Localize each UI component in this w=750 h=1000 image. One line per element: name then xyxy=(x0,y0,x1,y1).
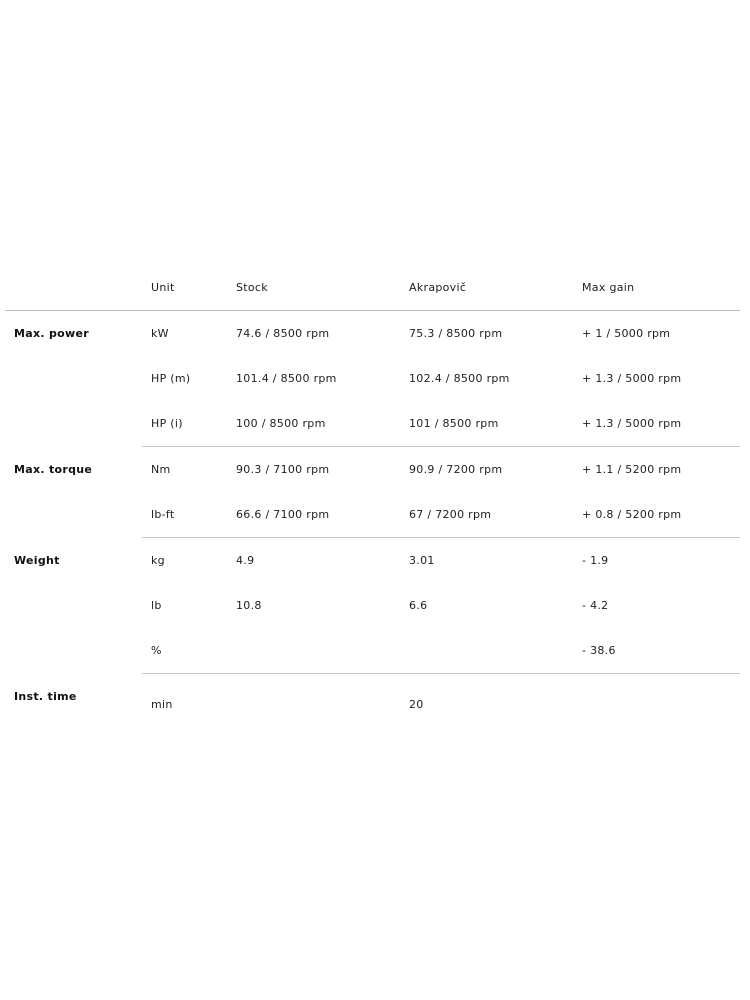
cell-akrapovic: 102.4 / 8500 rpm xyxy=(409,372,510,385)
cell-stock: 100 / 8500 rpm xyxy=(227,401,400,447)
cell-stock: 66.6 / 7100 rpm xyxy=(227,492,400,538)
cell-unit: Nm xyxy=(151,463,171,476)
header-stock: Stock xyxy=(227,264,400,311)
cell-max-gain: - 38.6 xyxy=(573,628,740,674)
cell-stock: 90.3 / 7100 rpm xyxy=(236,463,330,476)
cell-stock: 101.4 / 8500 rpm xyxy=(236,372,337,385)
cell-max-gain xyxy=(573,674,740,735)
cell-akrapovic: 101 / 8500 rpm xyxy=(400,401,573,447)
row-label-max-power: Max. power xyxy=(14,327,89,340)
header-unit: Unit xyxy=(142,264,227,311)
table-row xyxy=(5,538,740,584)
cell-akrapovic xyxy=(400,628,573,674)
header-label xyxy=(5,264,142,311)
cell-unit: kW xyxy=(151,327,169,340)
cell-akrapovic: 20 xyxy=(409,697,424,711)
row-label-max-torque: Max. torque xyxy=(14,462,93,476)
cell-stock: 74.6 / 8500 rpm xyxy=(236,327,330,340)
header-max-gain: Max gain xyxy=(573,264,740,311)
group-max-torque xyxy=(5,447,740,538)
cell-unit: kg xyxy=(151,554,165,567)
cell-unit: % xyxy=(142,628,227,674)
group-weight xyxy=(5,538,740,674)
cell-stock: 4.9 xyxy=(236,554,255,567)
cell-max-gain: + 0.8 / 5200 rpm xyxy=(573,492,740,538)
row-label-inst-time: Inst. time xyxy=(14,689,77,703)
cell-stock xyxy=(227,628,400,674)
cell-akrapovic: 6.6 xyxy=(409,599,428,612)
cell-max-gain: - 1.9 xyxy=(582,554,609,567)
cell-akrapovic: 3.01 xyxy=(409,554,435,567)
cell-unit: lb-ft xyxy=(142,492,227,538)
cell-unit: lb xyxy=(151,599,162,612)
cell-akrapovic: 67 / 7200 rpm xyxy=(400,492,573,538)
cell-stock: 10.8 xyxy=(236,599,262,612)
spec-table xyxy=(5,264,740,735)
cell-max-gain: + 1.3 / 5000 rpm xyxy=(582,372,682,385)
table-row xyxy=(5,447,740,493)
cell-stock xyxy=(227,674,400,735)
cell-akrapovic: 90.9 / 7200 rpm xyxy=(409,463,503,476)
cell-unit: min xyxy=(151,697,173,711)
cell-unit: HP (i) xyxy=(142,401,227,447)
row-label-weight: Weight xyxy=(14,553,60,567)
header-akrapovic: Akrapovič xyxy=(400,264,573,311)
cell-unit: HP (m) xyxy=(151,372,191,385)
group-inst-time xyxy=(5,674,740,735)
cell-max-gain: + 1.1 / 5200 rpm xyxy=(582,463,682,476)
cell-max-gain: + 1.3 / 5000 rpm xyxy=(573,401,740,447)
header-row xyxy=(5,264,740,311)
cell-akrapovic: 75.3 / 8500 rpm xyxy=(409,327,503,340)
group-max-power xyxy=(5,311,740,447)
table-row xyxy=(5,311,740,357)
cell-max-gain: + 1 / 5000 rpm xyxy=(582,327,671,340)
cell-max-gain: - 4.2 xyxy=(582,599,609,612)
table-row xyxy=(5,674,740,735)
table-header xyxy=(5,264,740,311)
